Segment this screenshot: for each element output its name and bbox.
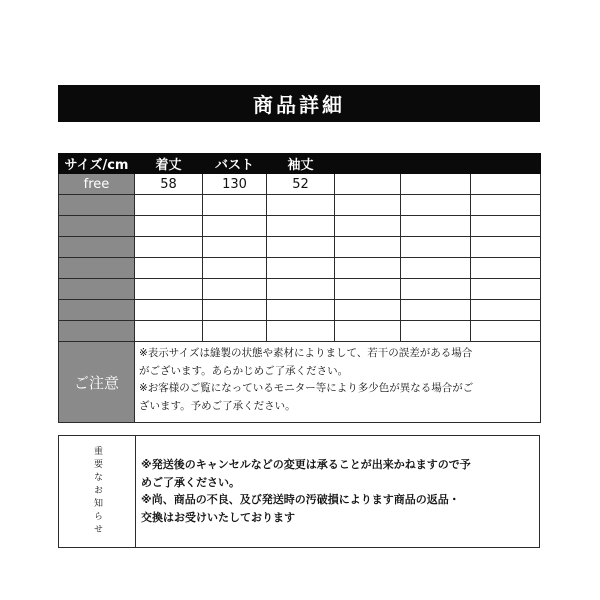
size-cell <box>135 258 203 279</box>
notice-label: 重要なお知らせ <box>92 446 102 537</box>
size-header-cell <box>335 154 401 174</box>
size-cell <box>335 279 401 300</box>
size-cell <box>203 279 267 300</box>
size-cell <box>203 237 267 258</box>
size-header-cell <box>471 154 541 174</box>
size-cell <box>471 195 541 216</box>
size-row-label <box>59 195 135 216</box>
size-cell <box>401 195 471 216</box>
size-cell <box>335 321 401 342</box>
note-line: がございます。あらかじめご了承ください。 <box>139 364 349 377</box>
size-header-cell <box>401 154 471 174</box>
size-cell <box>471 300 541 321</box>
important-notice <box>58 435 540 548</box>
size-cell <box>267 258 335 279</box>
size-cell <box>471 216 541 237</box>
size-row <box>59 258 541 279</box>
size-header-cell: 袖丈 <box>267 154 335 174</box>
size-cell <box>267 279 335 300</box>
size-cell <box>471 321 541 342</box>
notice-label-cell <box>59 436 136 547</box>
size-cell <box>203 258 267 279</box>
size-cell <box>203 195 267 216</box>
notice-line: 交換はお受けいたしております <box>141 510 295 524</box>
note-line: ざいます。予めご了承ください。 <box>139 399 296 412</box>
page-title: 商品詳細 <box>58 85 540 122</box>
notice-body <box>136 436 539 547</box>
size-cell <box>471 237 541 258</box>
size-row <box>59 216 541 237</box>
size-cell: 58 <box>135 174 203 195</box>
size-cell <box>135 279 203 300</box>
size-cell <box>203 321 267 342</box>
size-cell <box>471 258 541 279</box>
notice-line: めご了承ください。 <box>141 475 240 489</box>
size-header-row <box>59 154 541 174</box>
size-row-label <box>59 237 135 258</box>
size-header-cell: サイズ/cm <box>59 154 135 174</box>
size-row <box>59 279 541 300</box>
size-header-cell: 着丈 <box>135 154 203 174</box>
size-cell <box>335 300 401 321</box>
size-cell <box>401 216 471 237</box>
size-cell <box>335 258 401 279</box>
size-cell <box>267 300 335 321</box>
size-header-cell: バスト <box>203 154 267 174</box>
size-cell <box>135 237 203 258</box>
notice-line: ※発送後のキャンセルなどの変更は承ることが出来かねますので予 <box>141 458 471 471</box>
size-row <box>59 174 541 195</box>
size-cell: 52 <box>267 174 335 195</box>
size-cell <box>203 216 267 237</box>
size-cell <box>471 279 541 300</box>
size-cell <box>335 174 401 195</box>
size-row-label <box>59 279 135 300</box>
size-cell <box>135 300 203 321</box>
size-cell <box>267 321 335 342</box>
size-row <box>59 237 541 258</box>
size-row <box>59 195 541 216</box>
note-line: ※表示サイズは縫製の状態や素材によりまして、若干の誤差がある場合 <box>139 347 473 359</box>
size-cell <box>267 216 335 237</box>
note-text <box>135 342 541 423</box>
size-row-label <box>59 321 135 342</box>
size-cell <box>203 300 267 321</box>
size-cell <box>401 300 471 321</box>
size-cell: 130 <box>203 174 267 195</box>
size-row-label <box>59 258 135 279</box>
size-table <box>58 153 541 423</box>
note-label: ご注意 <box>59 342 135 423</box>
size-cell <box>135 216 203 237</box>
size-cell <box>471 174 541 195</box>
size-cell <box>401 237 471 258</box>
size-cell <box>135 195 203 216</box>
size-cell <box>401 258 471 279</box>
size-cell <box>335 216 401 237</box>
size-row-label <box>59 300 135 321</box>
size-row-label: free <box>59 174 135 195</box>
size-cell <box>401 279 471 300</box>
size-cell <box>135 321 203 342</box>
notice-line: ※尚、商品の不良、及び発送時の汚破損によります商品の返品・ <box>141 493 460 506</box>
size-notes-row <box>59 342 541 423</box>
size-cell <box>401 174 471 195</box>
size-cell <box>401 321 471 342</box>
size-cell <box>335 237 401 258</box>
size-cell <box>267 237 335 258</box>
size-row-label <box>59 216 135 237</box>
size-cell <box>335 195 401 216</box>
size-row <box>59 321 541 342</box>
size-cell <box>267 195 335 216</box>
note-line: ※お客様のご覧になっているモニター等により多少色が異なる場合がご <box>139 382 474 394</box>
size-row <box>59 300 541 321</box>
